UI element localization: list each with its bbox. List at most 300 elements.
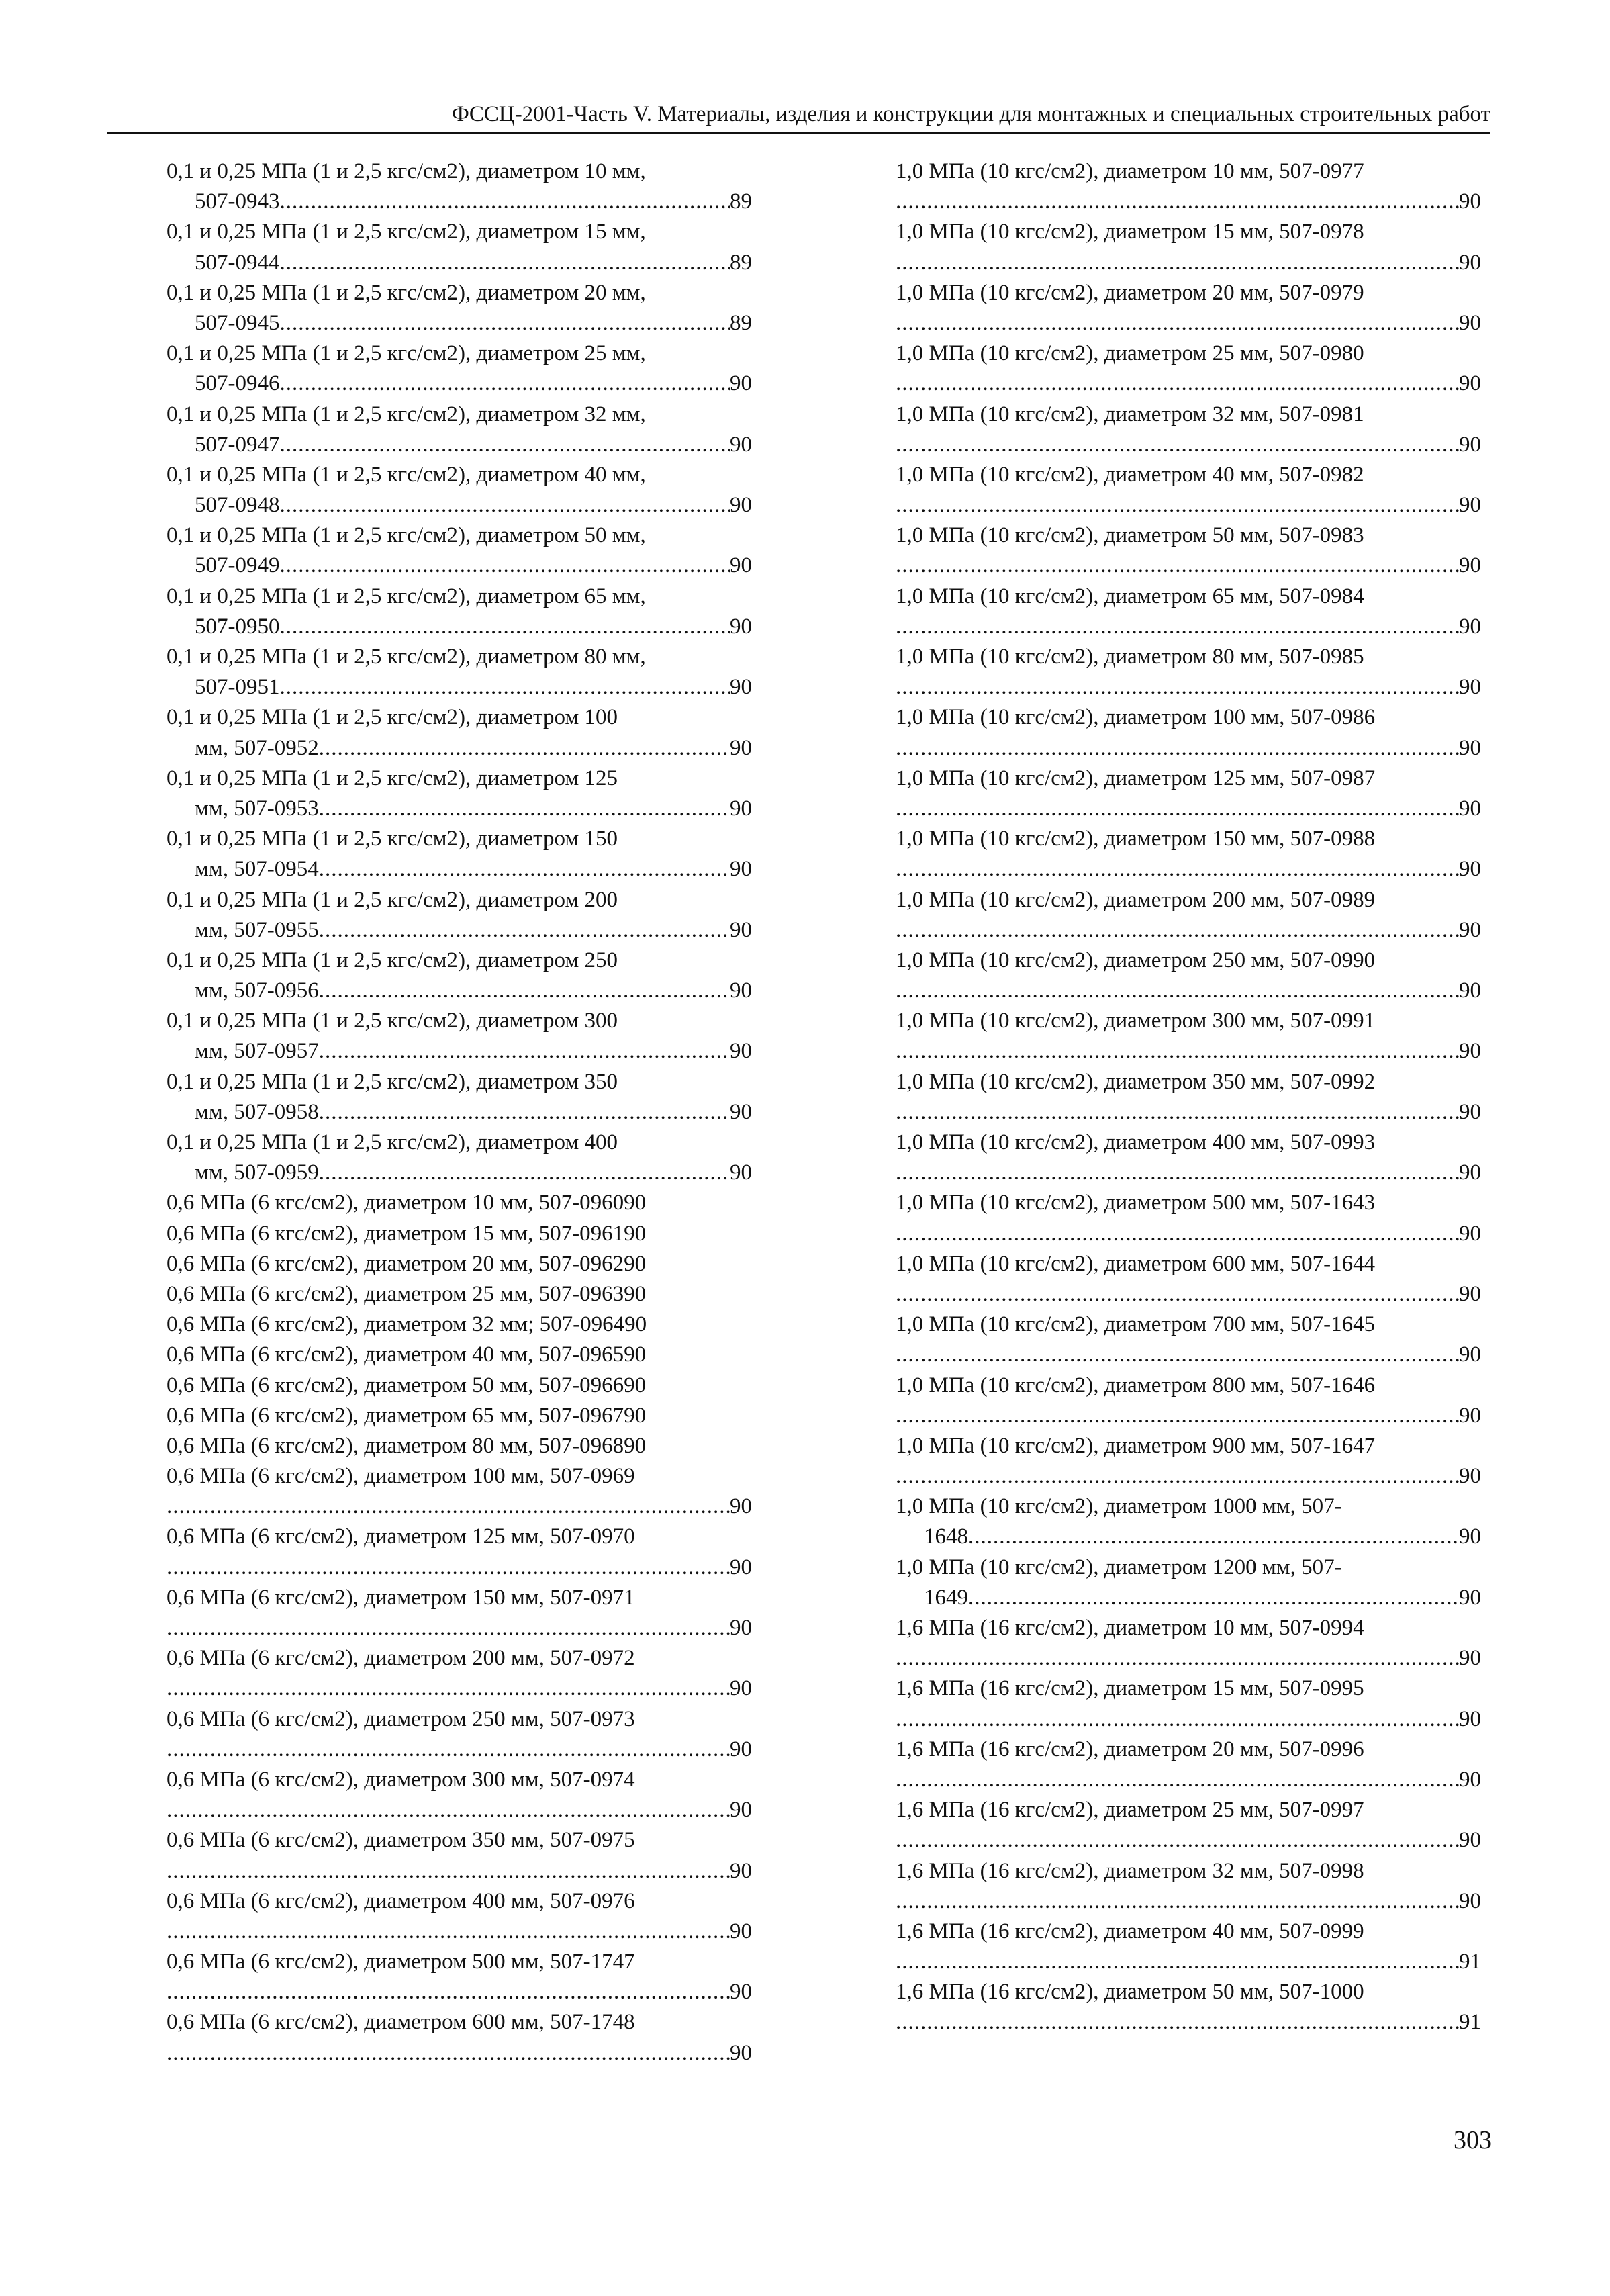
index-column-right <box>896 156 1481 2038</box>
index-entry-page: 90 <box>730 371 752 396</box>
index-entry-description: 1,0 МПа (10 кгс/см2), диаметром 1200 мм, 507- <box>896 1555 1342 1579</box>
index-entry-description: 0,6 МПа (6 кгс/см2), диаметром 500 мм, 507-1747 <box>167 1949 635 1974</box>
index-entry-description: 0,6 МПа (6 кгс/см2), диаметром 350 мм, 507-0975 <box>167 1828 635 1853</box>
dot-leader <box>896 1765 1459 1795</box>
index-entry-page: 91 <box>1459 2010 1481 2035</box>
index-entry <box>896 1067 1481 1128</box>
index-entry <box>896 278 1481 338</box>
index-entry <box>896 1371 1481 1431</box>
index-entry-page: 90 <box>1459 1585 1481 1610</box>
index-entry-leader-line <box>167 2038 752 2068</box>
index-entry-page: 90 <box>1459 1464 1481 1489</box>
index-entry-description: 1,6 МПа (16 кгс/см2), диаметром 10 мм, 507-0994 <box>896 1616 1364 1640</box>
index-entry-description: 0,1 и 0,25 МПа (1 и 2,5 кгс/см2), диаметром 80 мм, <box>167 645 646 669</box>
index-entry-leader-line <box>896 1461 1481 1491</box>
index-entry-description: 1,0 МПа (10 кгс/см2), диаметром 50 мм, 507-0983 <box>896 523 1364 548</box>
dot-leader <box>319 976 730 1006</box>
dot-leader <box>167 1917 730 1947</box>
dot-leader <box>167 1977 730 2007</box>
index-entry-description: 0,6 МПа (6 кгс/см2), диаметром 125 мм, 507-0970 <box>167 1524 635 1549</box>
dot-leader <box>896 794 1459 824</box>
index-entry-page: 90 <box>1459 735 1481 760</box>
dot-leader <box>896 2007 1459 2037</box>
index-entry <box>167 217 752 277</box>
dot-leader <box>968 1522 1459 1552</box>
index-entry-text: 0,6 МПа (6 кгс/см2), диаметром 15 мм, 507-096190 <box>167 1221 647 1246</box>
index-entry-page: 90 <box>730 1555 752 1579</box>
index-entry-leader-line <box>896 1340 1481 1370</box>
index-entry-description: 1,0 МПа (10 кгс/см2), диаметром 900 мм, 507-1647 <box>896 1433 1376 1458</box>
dot-leader <box>167 1735 730 1765</box>
index-entry <box>167 1310 752 1340</box>
index-entry-description: 1,0 МПа (10 кгс/см2), диаметром 20 мм, 507-0979 <box>896 280 1364 305</box>
index-entry-description: 1,0 МПа (10 кгс/см2), диаметром 15 мм, 507-0978 <box>896 220 1364 244</box>
index-entry-leader-line <box>896 1158 1481 1188</box>
index-entry-leader-line <box>167 430 752 460</box>
dot-leader <box>896 1825 1459 1855</box>
index-entry-text: 0,6 МПа (6 кгс/см2), диаметром 32 мм; 507-096490 <box>167 1312 647 1337</box>
index-entry <box>167 1522 752 1582</box>
index-entry-leader-line <box>896 308 1481 338</box>
index-entry-description: 0,1 и 0,25 МПа (1 и 2,5 кгс/см2), диаметром 40 мм, <box>167 462 646 487</box>
index-entry-code: мм, 507-0954 <box>195 857 319 882</box>
index-entry-description: 1,0 МПа (10 кгс/см2), диаметром 350 мм, 507-0992 <box>896 1069 1376 1094</box>
index-entry <box>167 520 752 581</box>
dot-leader <box>167 1491 730 1522</box>
dot-leader <box>896 248 1459 278</box>
index-entry <box>167 278 752 338</box>
index-entry-code: 1648 <box>924 1524 968 1549</box>
index-entry-description: 0,1 и 0,25 МПа (1 и 2,5 кгс/см2), диаметром 65 мм, <box>167 584 646 608</box>
index-entry <box>896 582 1481 642</box>
index-entry-page: 90 <box>1459 796 1481 821</box>
dot-leader <box>896 1461 1459 1491</box>
index-entry <box>167 1583 752 1643</box>
dot-leader <box>167 1673 730 1704</box>
dot-leader <box>319 854 730 884</box>
index-entry <box>896 1188 1481 1248</box>
index-entry-description: 1,6 МПа (16 кгс/см2), диаметром 32 мм, 507-0998 <box>896 1858 1364 1883</box>
index-entry-leader-line <box>167 976 752 1006</box>
index-entry-description: 1,6 МПа (16 кгс/см2), диаметром 20 мм, 507-0996 <box>896 1737 1364 1761</box>
index-entry-code: 507-0943 <box>195 189 280 214</box>
index-entry-page: 91 <box>1459 1949 1481 1974</box>
index-entry-leader-line <box>167 551 752 581</box>
index-entry-description: 0,6 МПа (6 кгс/см2), диаметром 100 мм, 507-0969 <box>167 1464 635 1489</box>
index-entry-description: 1,0 МПа (10 кгс/см2), диаметром 65 мм, 507-0984 <box>896 584 1364 608</box>
index-entry-leader-line <box>896 612 1481 642</box>
index-entry-leader-line <box>896 976 1481 1006</box>
index-entry-leader-line <box>896 430 1481 460</box>
index-entry-code: 507-0945 <box>195 310 280 335</box>
index-entry-page: 90 <box>1459 857 1481 882</box>
index-entry-page: 90 <box>730 1676 752 1701</box>
index-entry <box>896 1735 1481 1795</box>
index-entry-page: 90 <box>1459 310 1481 335</box>
index-entry-leader-line <box>896 1643 1481 1673</box>
index-entry-leader-line <box>896 1279 1481 1310</box>
index-entry <box>167 702 752 763</box>
index-entry-leader-line <box>896 248 1481 278</box>
index-entry-description: 1,0 МПа (10 кгс/см2), диаметром 125 мм, 507-0987 <box>896 766 1376 790</box>
dot-leader <box>896 672 1459 702</box>
index-entry-description: 0,1 и 0,25 МПа (1 и 2,5 кгс/см2), диаметром 250 <box>167 948 618 972</box>
index-entry-leader-line <box>896 672 1481 702</box>
index-entry-code: мм, 507-0953 <box>195 796 319 821</box>
index-entry-leader-line <box>896 187 1481 217</box>
index-entry-text: 0,6 МПа (6 кгс/см2), диаметром 10 мм, 507-096090 <box>167 1191 647 1215</box>
index-entry-leader-line <box>167 308 752 338</box>
dot-leader <box>896 1704 1459 1735</box>
index-entry-leader-line <box>167 248 752 278</box>
index-entry-leader-line <box>896 369 1481 399</box>
index-entry-leader-line <box>896 2007 1481 2037</box>
index-entry-code: 507-0950 <box>195 614 280 639</box>
index-entry-leader-line <box>167 1673 752 1704</box>
index-entry-page: 90 <box>1459 371 1481 396</box>
index-entry-page: 90 <box>730 978 752 1003</box>
dot-leader <box>896 369 1459 399</box>
index-entry <box>167 1188 752 1218</box>
index-entry-description: 1,0 МПа (10 кгс/см2), диаметром 32 мм, 507-0981 <box>896 402 1364 426</box>
index-entry <box>167 1886 752 1947</box>
index-entry-description: 1,0 МПа (10 кгс/см2), диаметром 400 мм, 507-0993 <box>896 1130 1376 1154</box>
index-entry-leader-line <box>167 1097 752 1128</box>
index-entry-code: 1649 <box>924 1585 968 1610</box>
index-entry <box>167 1765 752 1825</box>
index-entry-leader-line <box>896 1097 1481 1128</box>
index-entry-page: 90 <box>1459 1767 1481 1792</box>
index-entry <box>167 1340 752 1370</box>
index-entry-page: 90 <box>730 1039 752 1064</box>
index-entry <box>896 338 1481 399</box>
index-entry-page: 90 <box>730 493 752 518</box>
index-entry <box>896 642 1481 702</box>
index-entry-page: 90 <box>1459 1524 1481 1549</box>
index-entry <box>896 1613 1481 1673</box>
index-entry-description: 0,1 и 0,25 МПа (1 и 2,5 кгс/см2), диаметром 25 мм, <box>167 341 646 366</box>
index-entry-description: 1,0 МПа (10 кгс/см2), диаметром 300 мм, 507-0991 <box>896 1009 1376 1034</box>
index-entry-code: 507-0951 <box>195 675 280 700</box>
index-entry-leader-line <box>896 1704 1481 1735</box>
index-entry-description: 1,0 МПа (10 кгс/см2), диаметром 10 мм, 507-0977 <box>896 159 1364 183</box>
index-entry-code: мм, 507-0958 <box>195 1099 319 1124</box>
index-entry-leader-line <box>167 612 752 642</box>
dot-leader <box>319 1158 730 1188</box>
index-entry-leader-line <box>896 1947 1481 1977</box>
index-entry-leader-line <box>167 1977 752 2007</box>
index-entry <box>167 1825 752 1886</box>
index-entry <box>167 338 752 399</box>
index-entry-description: 0,6 МПа (6 кгс/см2), диаметром 150 мм, 507-0971 <box>167 1585 635 1610</box>
index-entry <box>896 1977 1481 2037</box>
index-entry-description: 0,6 МПа (6 кгс/см2), диаметром 600 мм, 507-1748 <box>167 2010 635 2035</box>
index-entry-description: 0,1 и 0,25 МПа (1 и 2,5 кгс/см2), диаметром 200 <box>167 887 618 912</box>
index-entry-leader-line <box>896 1765 1481 1795</box>
index-entry <box>896 1795 1481 1855</box>
index-entry <box>896 702 1481 763</box>
index-entry <box>167 1128 752 1188</box>
index-entry <box>167 1006 752 1066</box>
index-entry-description: 1,0 МПа (10 кгс/см2), диаметром 600 мм, 507-1644 <box>896 1251 1376 1276</box>
index-entry-page: 90 <box>1459 189 1481 214</box>
index-entry-page: 90 <box>1459 1281 1481 1306</box>
dot-leader <box>896 430 1459 460</box>
dot-leader <box>896 915 1459 946</box>
index-entry <box>167 885 752 946</box>
index-entry <box>896 520 1481 581</box>
index-entry-code: мм, 507-0959 <box>195 1160 319 1185</box>
index-entry-leader-line <box>896 1522 1481 1552</box>
index-entry-leader-line <box>167 1036 752 1066</box>
index-entry-code: 507-0948 <box>195 493 280 518</box>
index-entry-description: 0,1 и 0,25 МПа (1 и 2,5 кгс/см2), диаметром 125 <box>167 766 618 790</box>
index-entry <box>167 824 752 884</box>
index-entry-description: 1,0 МПа (10 кгс/см2), диаметром 150 мм, 507-0988 <box>896 827 1376 852</box>
index-entry-leader-line <box>167 187 752 217</box>
index-entry-page: 90 <box>1459 1221 1481 1246</box>
index-entry-page: 90 <box>1459 1828 1481 1853</box>
index-entry-page: 90 <box>1459 917 1481 942</box>
index-entry-leader-line <box>896 854 1481 884</box>
index-entry-leader-line <box>167 733 752 764</box>
index-entry-leader-line <box>167 1613 752 1643</box>
index-entry-leader-line <box>896 1036 1481 1066</box>
index-entry-page: 90 <box>730 1858 752 1883</box>
index-entry <box>167 1704 752 1765</box>
dot-leader <box>280 551 730 581</box>
index-entry <box>167 1431 752 1461</box>
index-entry <box>896 1128 1481 1188</box>
dot-leader <box>167 1553 730 1583</box>
index-entry-page: 90 <box>1459 1160 1481 1185</box>
index-entry-code: мм, 507-0956 <box>195 978 319 1003</box>
index-entry-description: 0,6 МПа (6 кгс/см2), диаметром 400 мм, 507-0976 <box>167 1888 635 1913</box>
dot-leader <box>280 248 730 278</box>
index-entry-description: 1,0 МПа (10 кгс/см2), диаметром 800 мм, 507-1646 <box>896 1373 1376 1397</box>
index-entry-page: 90 <box>1459 493 1481 518</box>
index-entry-page: 90 <box>730 675 752 700</box>
dot-leader <box>896 1340 1459 1370</box>
index-entry-page: 90 <box>1459 553 1481 578</box>
index-entry-leader-line <box>896 733 1481 764</box>
index-entry-description: 1,6 МПа (16 кгс/см2), диаметром 15 мм, 507-0995 <box>896 1676 1364 1701</box>
index-entry-leader-line <box>896 915 1481 946</box>
index-entry <box>167 2007 752 2068</box>
index-entry <box>896 1856 1481 1917</box>
index-entry-description: 1,6 МПа (16 кгс/см2), диаметром 40 мм, 507-0999 <box>896 1919 1364 1943</box>
index-entry-description: 0,1 и 0,25 МПа (1 и 2,5 кгс/см2), диаметром 150 <box>167 827 618 852</box>
dot-leader <box>319 1097 730 1128</box>
dot-leader <box>896 1036 1459 1066</box>
dot-leader <box>280 490 730 520</box>
index-entry <box>167 1401 752 1431</box>
index-entry-page: 89 <box>730 250 752 275</box>
index-entry <box>896 460 1481 520</box>
index-entry-description: 0,6 МПа (6 кгс/см2), диаметром 300 мм, 507-0974 <box>167 1767 635 1792</box>
dot-leader <box>896 490 1459 520</box>
index-entry <box>167 400 752 460</box>
index-entry-page: 90 <box>1459 1099 1481 1124</box>
running-header-text: ФССЦ-2001-Часть V. Материалы, изделия и конструкции для монтажных и специальных строительных работ <box>451 102 1490 126</box>
index-entry-page: 90 <box>1459 614 1481 639</box>
index-entry-page: 90 <box>1459 675 1481 700</box>
dot-leader <box>896 551 1459 581</box>
dot-leader <box>319 794 730 824</box>
index-entry <box>167 764 752 824</box>
index-entry <box>896 156 1481 217</box>
index-entry-page: 90 <box>1459 1706 1481 1731</box>
index-entry <box>167 1461 752 1522</box>
index-entry-text: 0,6 МПа (6 кгс/см2), диаметром 20 мм, 507-096290 <box>167 1251 647 1276</box>
index-entry-page: 90 <box>730 553 752 578</box>
dot-leader <box>896 1097 1459 1128</box>
index-entry-description: 1,0 МПа (10 кгс/см2), диаметром 700 мм, 507-1645 <box>896 1312 1376 1337</box>
index-entry-leader-line <box>167 915 752 946</box>
index-entry-leader-line <box>896 1583 1481 1613</box>
index-entry-page: 90 <box>1459 1403 1481 1428</box>
index-entry-code: мм, 507-0955 <box>195 917 319 942</box>
index-entry <box>896 1310 1481 1370</box>
index-entry <box>167 460 752 520</box>
index-entry-page: 90 <box>730 796 752 821</box>
index-entry-description: 0,1 и 0,25 МПа (1 и 2,5 кгс/см2), диаметром 300 <box>167 1009 618 1034</box>
dot-leader <box>280 369 730 399</box>
index-entry-page: 90 <box>730 1494 752 1519</box>
index-entry <box>896 1006 1481 1066</box>
index-entry <box>167 1947 752 2007</box>
index-entry <box>896 1249 1481 1310</box>
index-entry-page: 90 <box>730 2040 752 2065</box>
index-entry-page: 90 <box>730 1980 752 2005</box>
dot-leader <box>896 733 1459 764</box>
index-entry-page: 90 <box>1459 1342 1481 1367</box>
index-entry-code: 507-0947 <box>195 432 280 457</box>
index-entry <box>896 1491 1481 1552</box>
index-entry-code: 507-0944 <box>195 250 280 275</box>
index-entry-page: 90 <box>730 1099 752 1124</box>
index-entry-leader-line <box>167 1735 752 1765</box>
index-entry-description: 1,0 МПа (10 кгс/см2), диаметром 500 мм, 507-1643 <box>896 1191 1376 1215</box>
index-entry-page: 90 <box>1459 250 1481 275</box>
index-entry-page: 90 <box>730 1160 752 1185</box>
index-entry-page: 89 <box>730 310 752 335</box>
dot-leader <box>896 1219 1459 1249</box>
dot-leader <box>319 915 730 946</box>
dot-leader <box>896 187 1459 217</box>
dot-leader <box>896 1279 1459 1310</box>
index-entry-page: 90 <box>1459 1888 1481 1913</box>
index-entry <box>896 1673 1481 1734</box>
index-entry-description: 0,1 и 0,25 МПа (1 и 2,5 кгс/см2), диаметром 32 мм, <box>167 402 646 426</box>
index-entry-text: 0,6 МПа (6 кгс/см2), диаметром 80 мм, 507-096890 <box>167 1433 647 1458</box>
dot-leader <box>896 1643 1459 1673</box>
dot-leader <box>896 612 1459 642</box>
index-entry-page: 90 <box>730 917 752 942</box>
dot-leader <box>280 187 730 217</box>
index-entry-leader-line <box>896 1825 1481 1855</box>
dot-leader <box>167 1613 730 1643</box>
index-entry <box>167 1643 752 1704</box>
index-entry-leader-line <box>167 1553 752 1583</box>
index-entry-page: 89 <box>730 189 752 214</box>
index-entry <box>896 1553 1481 1613</box>
dot-leader <box>280 672 730 702</box>
index-entry-description: 0,6 МПа (6 кгс/см2), диаметром 200 мм, 507-0972 <box>167 1646 635 1671</box>
dot-leader <box>167 1856 730 1886</box>
dot-leader <box>896 1158 1459 1188</box>
index-entry-code: мм, 507-0957 <box>195 1039 319 1064</box>
index-entry-leader-line <box>167 1917 752 1947</box>
dot-leader <box>968 1583 1459 1613</box>
index-entry-leader-line <box>896 794 1481 824</box>
dot-leader <box>896 308 1459 338</box>
index-entry-page: 90 <box>1459 1646 1481 1671</box>
index-entry-page: 90 <box>730 1798 752 1823</box>
index-entry-leader-line <box>896 1401 1481 1431</box>
index-entry-text: 0,6 МПа (6 кгс/см2), диаметром 25 мм, 507-096390 <box>167 1281 647 1306</box>
index-entry-description: 0,1 и 0,25 МПа (1 и 2,5 кгс/см2), диаметром 350 <box>167 1069 618 1094</box>
index-entry-leader-line <box>167 1795 752 1825</box>
index-entry-page: 90 <box>730 614 752 639</box>
dot-leader <box>167 1795 730 1825</box>
index-entry-description: 1,0 МПа (10 кгс/см2), диаметром 80 мм, 507-0985 <box>896 645 1364 669</box>
index-entry-description: 0,1 и 0,25 МПа (1 и 2,5 кгс/см2), диаметром 10 мм, <box>167 159 646 183</box>
index-entry-page: 90 <box>1459 432 1481 457</box>
index-entry-leader-line <box>896 1886 1481 1917</box>
dot-leader <box>319 1036 730 1066</box>
index-entry <box>896 946 1481 1006</box>
index-entry-page: 90 <box>730 735 752 760</box>
index-entry-leader-line <box>167 369 752 399</box>
dot-leader <box>896 1947 1459 1977</box>
index-entry-leader-line <box>167 490 752 520</box>
dot-leader <box>280 308 730 338</box>
index-entry-leader-line <box>896 551 1481 581</box>
dot-leader <box>896 854 1459 884</box>
index-entry <box>896 217 1481 277</box>
index-entry-description: 0,1 и 0,25 МПа (1 и 2,5 кгс/см2), диаметром 400 <box>167 1130 618 1154</box>
index-entry <box>896 764 1481 824</box>
dot-leader <box>280 430 730 460</box>
index-entry <box>167 1279 752 1310</box>
index-entry-description: 0,1 и 0,25 МПа (1 и 2,5 кгс/см2), диаметром 100 <box>167 705 618 730</box>
index-entry-leader-line <box>896 1219 1481 1249</box>
index-entry <box>167 1371 752 1401</box>
index-entry-code: 507-0946 <box>195 371 280 396</box>
index-entry <box>896 1431 1481 1491</box>
index-entry <box>167 642 752 702</box>
index-entry-leader-line <box>167 672 752 702</box>
page-number: 303 <box>1454 2126 1492 2154</box>
dot-leader <box>896 1886 1459 1917</box>
index-entry-leader-line <box>896 490 1481 520</box>
index-entry-code: 507-0949 <box>195 553 280 578</box>
index-entry-description: 0,6 МПа (6 кгс/см2), диаметром 250 мм, 507-0973 <box>167 1706 635 1731</box>
index-entry <box>896 885 1481 946</box>
index-entry <box>167 582 752 642</box>
index-entry-description: 1,0 МПа (10 кгс/см2), диаметром 100 мм, 507-0986 <box>896 705 1376 730</box>
index-entry-description: 0,1 и 0,25 МПа (1 и 2,5 кгс/см2), диаметром 50 мм, <box>167 523 646 548</box>
index-entry <box>167 1219 752 1249</box>
index-entry-text: 0,6 МПа (6 кгс/см2), диаметром 50 мм, 507-096690 <box>167 1373 647 1397</box>
dot-leader <box>896 1401 1459 1431</box>
index-entry-description: 1,0 МПа (10 кгс/см2), диаметром 40 мм, 507-0982 <box>896 462 1364 487</box>
dot-leader <box>319 733 730 764</box>
index-entry-leader-line <box>167 1158 752 1188</box>
index-entry-leader-line <box>167 854 752 884</box>
index-entry-text: 0,6 МПа (6 кгс/см2), диаметром 65 мм, 507-096790 <box>167 1403 647 1428</box>
